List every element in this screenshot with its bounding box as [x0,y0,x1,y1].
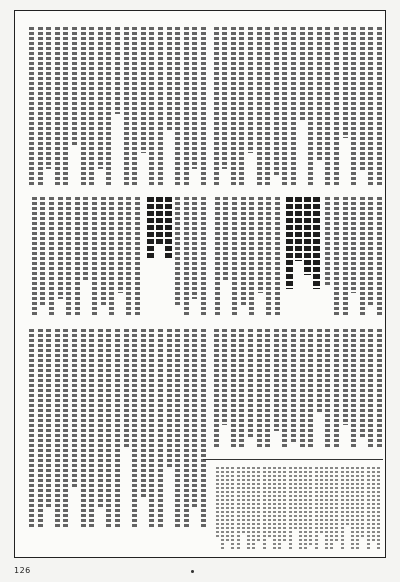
text-column [304,197,311,275]
text-column [368,329,373,449]
text-column [289,467,292,551]
text-column [335,467,338,543]
text-column [368,197,373,305]
text-column [29,27,34,185]
text-column [294,467,297,530]
text-column [351,329,356,449]
text-column [377,329,382,449]
text-column [98,329,103,509]
text-column [222,27,227,169]
text-column [275,197,280,317]
text-column [265,27,270,185]
text-column [40,197,45,305]
text-column [214,329,219,449]
text-column [126,197,131,317]
text-column [147,197,154,260]
text-column [89,329,94,529]
text-column [98,27,103,169]
text-column [257,329,262,449]
text-column [109,197,114,317]
text-column [291,27,296,185]
text-column [149,27,154,185]
text-column [258,197,263,293]
text-column [257,467,260,543]
text-column [221,467,224,551]
text-column [124,27,129,185]
text-column [252,467,255,551]
text-column [192,197,197,299]
text-column [175,197,180,305]
text-column [158,329,163,529]
text-column [223,197,228,281]
text-column [266,197,271,317]
text-column [216,467,219,538]
text-column [248,329,253,437]
text-column [132,27,137,185]
text-column [75,197,80,317]
text-column [308,329,313,449]
text-column [215,197,220,317]
text-column [268,467,271,538]
text-column [249,197,254,317]
text-column [135,197,140,317]
text-column [124,329,129,449]
text-column [55,27,60,185]
text-column [66,197,71,317]
text-column [325,329,330,449]
text-column [351,197,356,293]
text-column [63,329,68,529]
text-column [222,329,227,425]
text-column [106,27,111,185]
text-column [278,467,281,551]
text-column [309,467,312,547]
text-column [81,329,86,529]
text-column [149,329,154,529]
text-column [343,197,348,317]
text-column [346,467,349,526]
text-column [106,329,111,529]
text-column [313,197,320,289]
text-column [367,467,370,551]
text-column [231,329,236,449]
text-column [300,329,305,449]
text-column [201,329,206,529]
text-column [231,27,236,185]
text-column [334,27,339,185]
text-column [83,197,88,281]
text-column [317,329,322,413]
text-column [351,467,354,551]
text-column [175,329,180,529]
text-column [356,467,359,551]
page-number: 126 [14,566,31,575]
text-column [295,197,302,261]
text-column [184,329,189,529]
text-column [248,27,253,153]
text-column [46,329,51,509]
text-column [273,467,276,551]
text-column [299,467,302,551]
text-column [274,329,279,431]
text-column [55,329,60,529]
text-column [58,197,63,299]
text-column [72,329,77,489]
text-column [360,27,365,172]
text-column [141,329,146,499]
text-column [192,329,197,509]
text-column [300,27,305,122]
text-column [283,467,286,543]
text-column [368,27,373,185]
text-column [330,467,333,551]
text-column [49,197,54,317]
text-column [239,329,244,449]
bottom-center-dot [191,570,194,573]
text-column [286,197,293,289]
text-column [118,197,123,293]
text-column [308,27,313,185]
text-column [175,27,180,185]
text-column [141,27,146,153]
text-column [291,329,296,443]
text-column [237,467,240,551]
text-column [231,467,234,551]
text-column [158,27,163,185]
text-column [184,27,189,185]
text-column [239,27,244,185]
text-column [101,197,106,305]
text-column [241,197,246,305]
text-column [167,329,172,469]
text-column [351,27,356,185]
text-column [377,467,380,551]
text-column [38,329,43,529]
text-column [325,467,328,551]
text-column [132,329,137,529]
text-column [377,27,382,185]
text-column [377,197,382,317]
text-column [265,329,270,449]
text-column [282,329,287,449]
text-column [115,27,120,114]
text-column [201,27,206,185]
text-column [242,467,245,534]
text-column [360,329,365,437]
text-column [334,197,339,317]
text-column [29,329,34,529]
text-column [92,197,97,317]
text-column [317,27,322,161]
text-column [167,27,172,130]
text-column [72,27,77,146]
text-column [115,329,120,529]
text-column [257,27,262,185]
text-column [341,467,344,551]
text-column [343,27,348,138]
text-column [38,27,43,185]
text-column [165,197,172,260]
text-column [282,27,287,185]
text-column [247,467,250,551]
text-column [226,467,229,543]
text-column [192,27,197,169]
text-column [304,467,307,551]
text-column [201,197,206,317]
text-column [184,197,189,317]
text-column [263,467,266,551]
text-column [156,197,163,246]
text-column [361,467,364,538]
article-frame [14,10,386,558]
text-column [63,27,68,185]
text-column [343,329,348,425]
text-column [360,197,365,317]
text-column [232,197,237,317]
text-column [372,467,375,543]
text-column [274,27,279,177]
text-column [214,27,219,185]
text-column [89,27,94,185]
text-column [325,27,330,185]
text-column [32,197,37,317]
text-column [81,27,86,185]
text-column [320,467,323,534]
text-column [334,329,339,449]
text-column [325,197,330,287]
footnote-divider [203,459,383,460]
text-column [315,467,318,551]
text-column [46,27,51,169]
